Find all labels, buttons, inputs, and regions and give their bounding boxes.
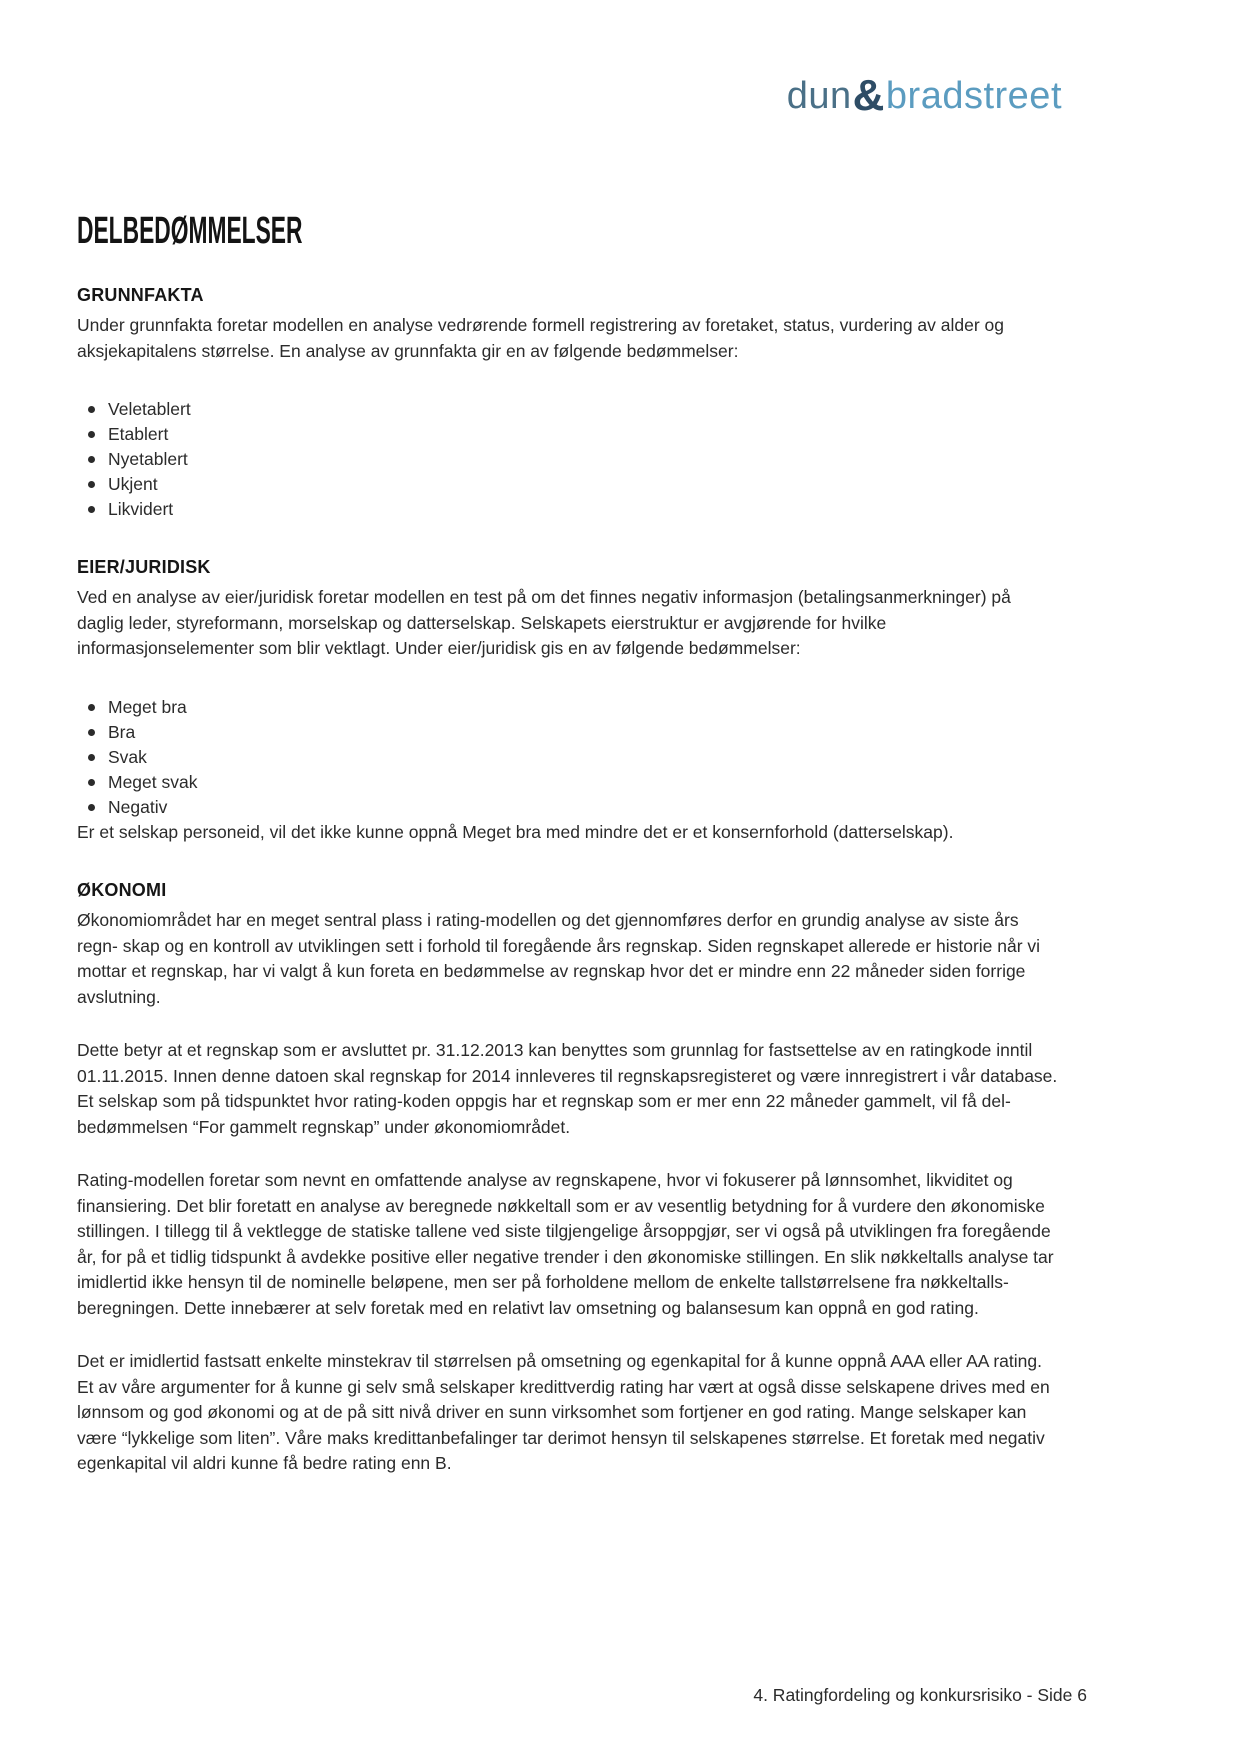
- page-footer: 4. Ratingfordeling og konkursrisiko - Side 6: [753, 1685, 1087, 1705]
- bullet-icon: [88, 804, 95, 811]
- bullet-icon: [88, 481, 95, 488]
- list-item: [88, 770, 1062, 795]
- list-item-label: Bra: [108, 721, 136, 742]
- paragraph: Ved en analyse av eier/juridisk foretar modellen en test på om det finnes negativ informasjon (betalingsanmerkninger) på daglig leder, styreformann, morselskap og datterselskap. Selskapets eierstruktur er avgjørende for hvilke informasjonselementer som blir vektlagt. Under eier/juridisk gis en av følgende bedømmelser:: [77, 587, 1011, 658]
- list-item: [88, 422, 1062, 447]
- list-item-label: Ukjent: [108, 474, 158, 494]
- list-item-label: Likvidert: [108, 499, 174, 519]
- list-item-label: Etablert: [108, 424, 169, 444]
- logo-dun-text: dun: [786, 75, 852, 117]
- section-heading-eier-juridisk: EIER/JURIDISK: [77, 557, 211, 577]
- bullet-icon: [88, 406, 95, 413]
- section-okonomi: [77, 879, 1062, 1477]
- list-item: [88, 397, 1062, 422]
- list-item: [88, 447, 1062, 472]
- paragraph: Er et selskap personeid, vil det ikke kunne oppnå Meget bra med mindre det er et konsernforhold (datterselskap).: [77, 821, 954, 842]
- logo-ampersand-icon: &: [852, 71, 885, 120]
- list-item-label: Meget bra: [108, 696, 187, 717]
- section-heading-grunnfakta: GRUNNFAKTA: [77, 285, 204, 305]
- paragraph: Økonomiområdet har en meget sentral plass i rating-modellen og det gjennomføres derfor en grundig analyse av siste års regn- skap og en kontroll av utviklingen sett i forhold til foregående års regnskap. Siden regnskapet allerede er historie når vi mottar et regnskap, har vi valgt å kun foreta en bedømmelse av regnskap hvor det er mindre enn 22 måneder siden forrige avslutning.: [77, 910, 1041, 1007]
- paragraph: Under grunnfakta foretar modellen en analyse vedrørende formell registrering av foretaket, status, vurdering av alder og aksjekapitalens størrelse. En analyse av grunnfakta gir en av følgende bedømmelser:: [77, 315, 1005, 361]
- logo-bradstreet-text: bradstreet: [885, 75, 1062, 117]
- bullet-icon: [88, 704, 95, 711]
- list-item: [88, 795, 1062, 820]
- list-item: [88, 472, 1062, 497]
- paragraph: Det er imidlertid fastsatt enkelte minstekrav til størrelsen på omsetning og egenkapital for å kunne oppnå AAA eller AA rating. Et av våre argumenter for å kunne gi selv små selskaper kredittverdig rating har vært at også disse selskapene drives med en lønnsom og god økonomi og at de på sitt nivå driver en sunn virksomhet som fortjener en god rating. Mange selskaper kan være “lykkelige som liten”. Våre maks kredittanbefalinger tar derimot hensyn til selskapenes størrelse. Et foretak med negativ egenkapital vil aldri kunne få bedre rating enn B.: [77, 1351, 1050, 1473]
- bullet-icon: [88, 506, 95, 513]
- bullet-icon: [88, 729, 95, 736]
- document-content: [77, 0, 1062, 1477]
- bullet-icon: [88, 456, 95, 463]
- page-title: DELBEDØMMELSER: [77, 210, 303, 252]
- eier-juridisk-bullet-list: [77, 695, 1062, 820]
- bullet-icon: [88, 431, 95, 438]
- bullet-icon: [88, 779, 95, 786]
- section-grunnfakta: [77, 284, 1062, 522]
- section-heading-okonomi: ØKONOMI: [77, 880, 167, 900]
- section-eier-juridisk: [77, 556, 1062, 845]
- paragraph: Dette betyr at et regnskap som er avsluttet pr. 31.12.2013 kan benyttes som grunnlag for fastsettelse av en ratingkode inntil 01.11.2015. Innen denne datoen skal regnskap for 2014 innleveres til regnskapsregisteret og være innregistrert i vår database. Et selskap som på tidspunktet hvor rating-koden oppgis har et regnskap som er mer enn 22 måneder gammelt, vil få del- bedømmelsen “For gammelt regnskap” under økonomiområdet.: [77, 1040, 1058, 1137]
- list-item: [88, 695, 1062, 720]
- bullet-icon: [88, 754, 95, 761]
- list-item-label: Veletablert: [108, 399, 191, 419]
- list-item-label: Nyetablert: [108, 449, 188, 469]
- list-item: [88, 497, 1062, 522]
- list-item-label: Meget svak: [108, 771, 198, 792]
- list-item: [88, 745, 1062, 770]
- list-item-label: Svak: [108, 746, 147, 767]
- list-item: [88, 720, 1062, 745]
- list-item-label: Negativ: [108, 796, 168, 817]
- grunnfakta-bullet-list: [77, 397, 1062, 522]
- paragraph: Rating-modellen foretar som nevnt en omfattende analyse av regnskapene, hvor vi fokuserer på lønnsomhet, likviditet og finansiering. Det blir foretatt en analyse av beregnede nøkkeltall som er av vesentlig betydning for å vurdere den økonomiske stillingen. I tillegg til å vektlegge de statiske tallene ved siste tilgjengelige årsoppgjør, ser vi også på utviklingen fra foregående år, for på et tidlig tidspunkt å avdekke positive eller negative trender i den økonomiske stillingen. En slik nøkkeltalls analyse tar imidlertid ikke hensyn til de nominelle beløpene, men ser på forholdene mellom de enkelte tallstørrelsene fra nøkkeltalls- beregningen. Dette innebærer at selv foretak med en relativt lav omsetning og balansesum kan oppnå en god rating.: [77, 1170, 1054, 1318]
